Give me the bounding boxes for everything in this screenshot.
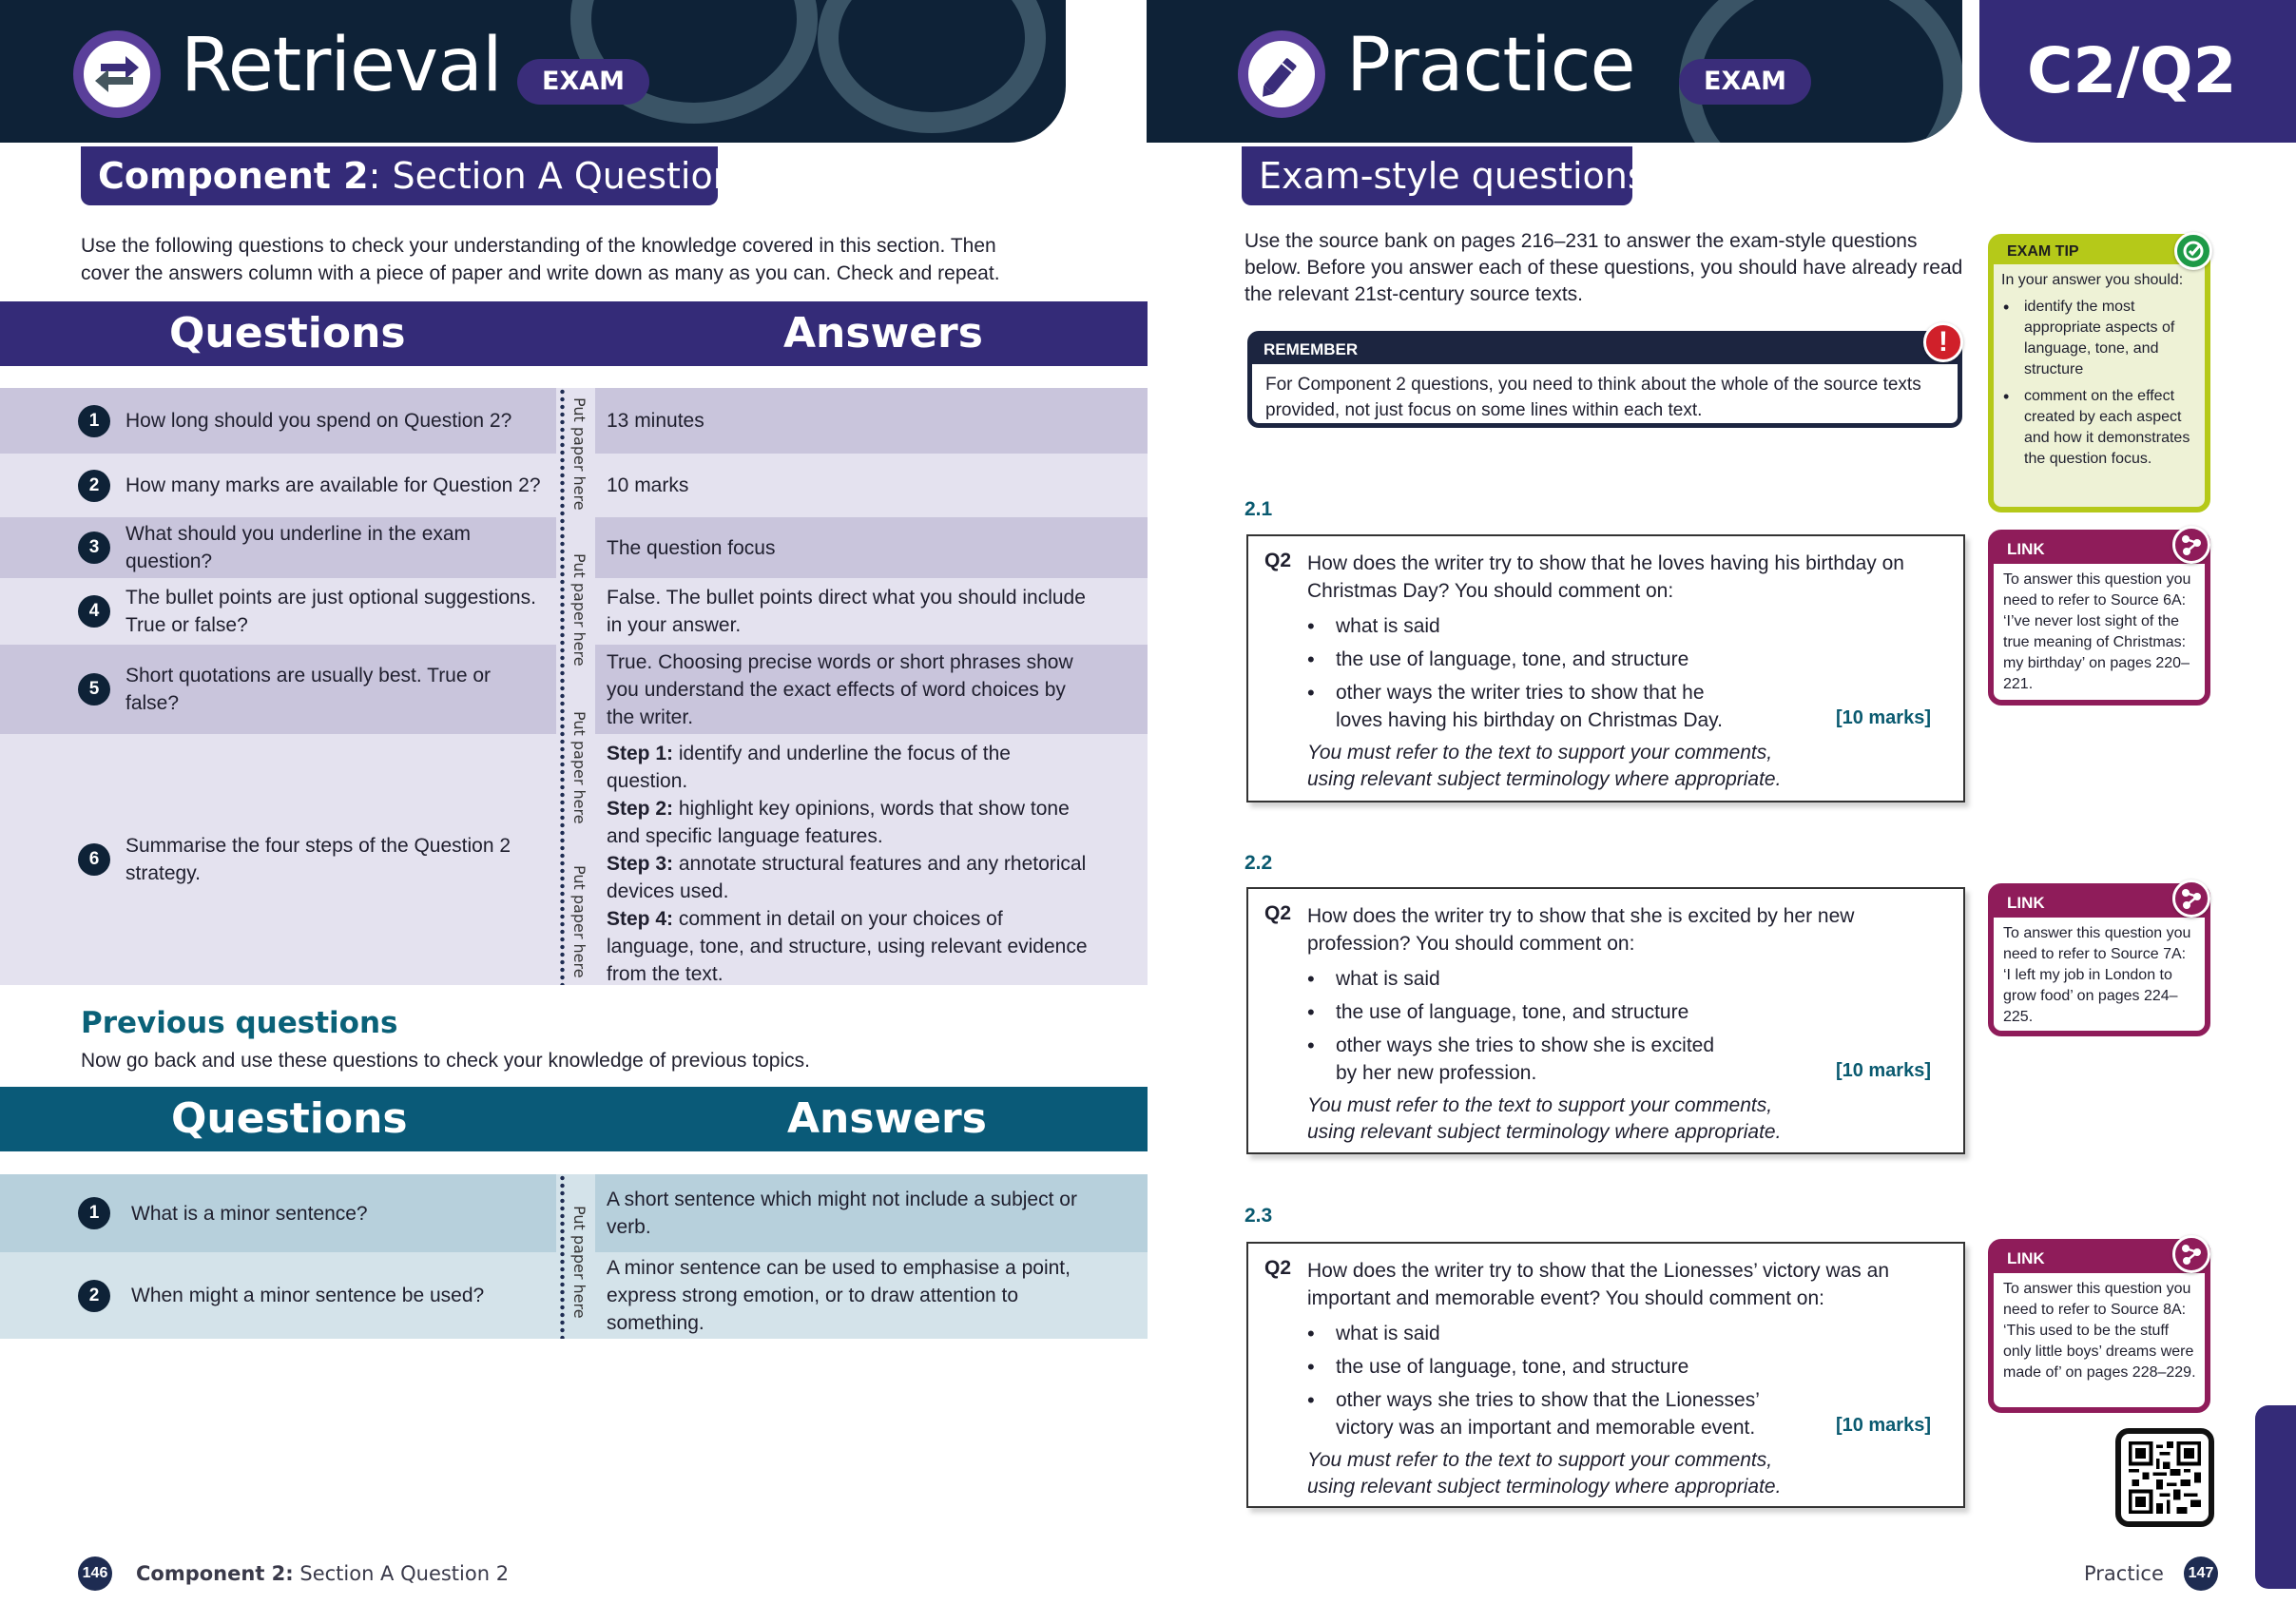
exam-tip-title: EXAM TIP [1994,240,2205,264]
link-box [1988,530,2210,706]
question-bullet: • the use of language, tone, and structure [1307,998,1944,1026]
question-box [1246,534,1965,802]
exclamation-icon: ! [1923,322,1963,362]
question-text: The bullet points are just optional suggestions. True or false? [125,587,536,636]
cut-line [560,388,565,985]
question-box [1246,887,1965,1154]
answer-cell: 10 marks [595,454,1148,517]
exam-tip-bullet: • identify the most appropriate aspects of language, tone, and structure [2001,297,2199,380]
question-cell [0,645,556,734]
link-title: LINK [1994,889,2205,918]
question-text: How does the writer try to show that she is excited by her new profession? You should comment on: [1307,905,1855,955]
target-check-icon [2174,232,2212,270]
question-number: Q2 [1264,902,1292,924]
question-text: Summarise the four steps of the Question 2 strategy. [125,835,511,884]
question-number: Q2 [1264,1257,1292,1279]
answers-column-header: Answers [783,309,983,358]
question-cell [0,578,556,645]
put-paper-label: Put paper here [570,553,588,667]
previous-table-header [0,1087,1148,1151]
step-line [607,905,1090,988]
answer-cell [595,734,1148,985]
question-cell [0,1174,556,1252]
remember-text: For Component 2 questions, you need to think about the whole of the source texts provided, not just focus on some lines within each text. [1265,375,1921,420]
marks-label: [10 marks] [1835,1060,1931,1081]
section-title-bold: Component 2 [98,155,369,197]
page-title: Retrieval [181,23,502,108]
link-text: To answer this question you need to refer to Source 7A: ‘I left my job in London to grow food’ on pages 224–225. [2003,925,2191,1025]
question-cell [0,388,556,454]
link-nodes-icon [2172,526,2210,564]
answer-cell: False. The bullet points direct what you should include in your answer. [595,578,1148,645]
question-text: When might a minor sentence be used? [131,1285,485,1306]
exam-tip-lead: In your answer you should: [2001,272,2184,288]
answer-cell: A minor sentence can be used to emphasise a point, express strong emotion, or to draw attention to something. [595,1252,1148,1339]
step-label: Step 4: [607,908,674,930]
put-paper-label: Put paper here [570,1206,588,1319]
question-bullet: • other ways she tries to show that the Lionesses’ victory was an important and memorable event. [1307,1386,1764,1441]
question-instruction: You must refer to the text to support your comments, using relevant subject terminology where appropriate. [1307,742,1782,790]
retrieval-header [0,0,1066,143]
put-paper-label: Put paper here [570,397,588,511]
decorative-swirl [818,0,1046,133]
question-instruction: You must refer to the text to support your comments, using relevant subject terminology where appropriate. [1307,1094,1782,1143]
qa-table-header [0,301,1148,366]
question-number: 4 [78,595,110,628]
questions-column-header: Questions [169,309,406,358]
question-label: 2.3 [1244,1205,1273,1227]
question-bullet: • other ways she tries to show she is excited by her new profession. [1307,1032,1726,1087]
question-number: 6 [78,843,110,876]
step-text: annotate structural features and any rhetorical devices used. [607,853,1087,902]
marks-label: [10 marks] [1835,707,1931,728]
exam-tip-bullet: • comment on the effect created by each aspect and how it demonstrates the question focus. [2001,386,2199,470]
question-text: Short quotations are usually best. True or false? [125,665,492,714]
step-label: Step 3: [607,853,674,875]
question-cell [0,1252,556,1339]
question-cell [0,517,556,578]
answer-cell: 13 minutes [595,388,1148,454]
put-paper-label: Put paper here [570,865,588,978]
step-line [607,850,1090,905]
practice-intro: Use the source bank on pages 216–231 to answer the exam-style questions below. Before you answer each of these questions, you should have already read the relevant 21st-century source texts. [1244,230,1963,305]
practice-header [1147,0,1962,143]
section-title-rest: : Section A Question 2 [368,155,771,197]
question-number: 1 [78,1197,110,1229]
link-title: LINK [1994,1245,2205,1273]
page-title: Practice [1346,23,1635,108]
question-number: 5 [78,673,110,706]
answers-column-header: Answers [787,1094,987,1143]
qr-code-icon[interactable] [2115,1428,2214,1527]
swap-arrows-icon [73,30,161,118]
previous-questions-intro: Now go back and use these questions to check your knowledge of previous topics. [81,1050,810,1072]
question-number: 3 [78,532,110,564]
put-paper-label: Put paper here [570,711,588,824]
pencil-icon [1238,30,1325,118]
link-text: To answer this question you need to refer to Source 8A: ‘This used to be the stuff only little boys’ dreams were made of’ on pages 228–229. [2003,1281,2196,1381]
link-nodes-icon [2172,880,2210,918]
footer-right-text: Practice [2084,1562,2164,1585]
question-cell [0,454,556,517]
section-title: Exam-style questions [1242,146,1632,205]
question-number: Q2 [1264,550,1292,571]
section-title [81,146,771,205]
question-bullet: • what is said [1307,965,1944,993]
exam-tip-box [1988,234,2210,512]
question-bullet: • the use of language, tone, and structure [1307,646,1944,673]
question-number: 1 [78,405,110,437]
footer-left-text [136,1562,509,1585]
remember-title: REMEMBER [1252,336,1958,364]
link-box [1988,1239,2210,1413]
question-text: How does the writer try to show that he loves having his birthday on Christmas Day? You should comment on: [1307,552,1904,602]
footer-rest: Section A Question 2 [293,1562,510,1585]
questions-column-header: Questions [171,1094,408,1143]
exam-badge: EXAM [517,59,649,105]
question-label: 2.1 [1244,498,1273,520]
cut-line [560,1174,565,1339]
question-box [1246,1242,1965,1508]
question-cell [0,734,556,985]
question-text: What is a minor sentence? [131,1202,368,1225]
retrieval-intro: Use the following questions to check your understanding of the knowledge covered in this section. Then cover the answers column with a piece of paper and write down as many as you can. Check and repeat. [81,235,1000,284]
answer-cell: The question focus [595,517,1148,578]
question-number: 2 [78,470,110,502]
link-box [1988,883,2210,1036]
question-bullet: • what is said [1307,1320,1944,1347]
side-thumb-tab [2255,1405,2296,1589]
question-label: 2.2 [1244,852,1273,874]
chapter-tab: C2/Q2 [1979,0,2296,143]
page-number-left: 146 [78,1556,112,1591]
answer-cell: True. Choosing precise words or short phrases show you understand the exact effects of word choices by the writer. [595,645,1148,734]
exam-badge: EXAM [1679,59,1811,105]
step-line [607,740,1090,795]
link-title: LINK [1994,535,2205,564]
question-bullet: • other ways the writer tries to show that he loves having his birthday on Christmas Day. [1307,679,1726,734]
question-text: What should you underline in the exam question? [125,523,472,572]
step-text: identify and underline the focus of the question. [607,743,1011,792]
step-line [607,795,1090,850]
question-instruction: You must refer to the text to support your comments, using relevant subject terminology where appropriate. [1307,1449,1782,1498]
question-text: How many marks are available for Question 2? [125,474,541,496]
answer-cell: A short sentence which might not include a subject or verb. [595,1174,1148,1252]
question-text: How does the writer try to show that the Lionesses’ victory was an important and memorable event? You should comment on: [1307,1260,1889,1309]
question-bullet: • the use of language, tone, and structure [1307,1353,1944,1381]
link-nodes-icon [2172,1235,2210,1273]
question-bullet: • what is said [1307,612,1944,640]
page-number-right: 147 [2184,1556,2218,1591]
question-text: How long should you spend on Question 2? [125,410,512,432]
link-text: To answer this question you need to refer to Source 6A: ‘I’ve never lost sight of the true meaning of Christmas: my birthday’ on pages 220–221. [2003,571,2191,692]
step-text: highlight key opinions, words that show tone and specific language features. [607,798,1070,847]
remember-box [1247,326,1962,428]
footer-bold: Component 2: [136,1562,294,1585]
previous-questions-title: Previous questions [81,1006,398,1040]
marks-label: [10 marks] [1835,1415,1931,1436]
step-label: Step 2: [607,798,674,820]
question-number: 2 [78,1280,110,1312]
step-label: Step 1: [607,743,674,764]
step-text: comment in detail on your choices of language, tone, and structure, using relevant evidence from the text. [607,908,1088,985]
